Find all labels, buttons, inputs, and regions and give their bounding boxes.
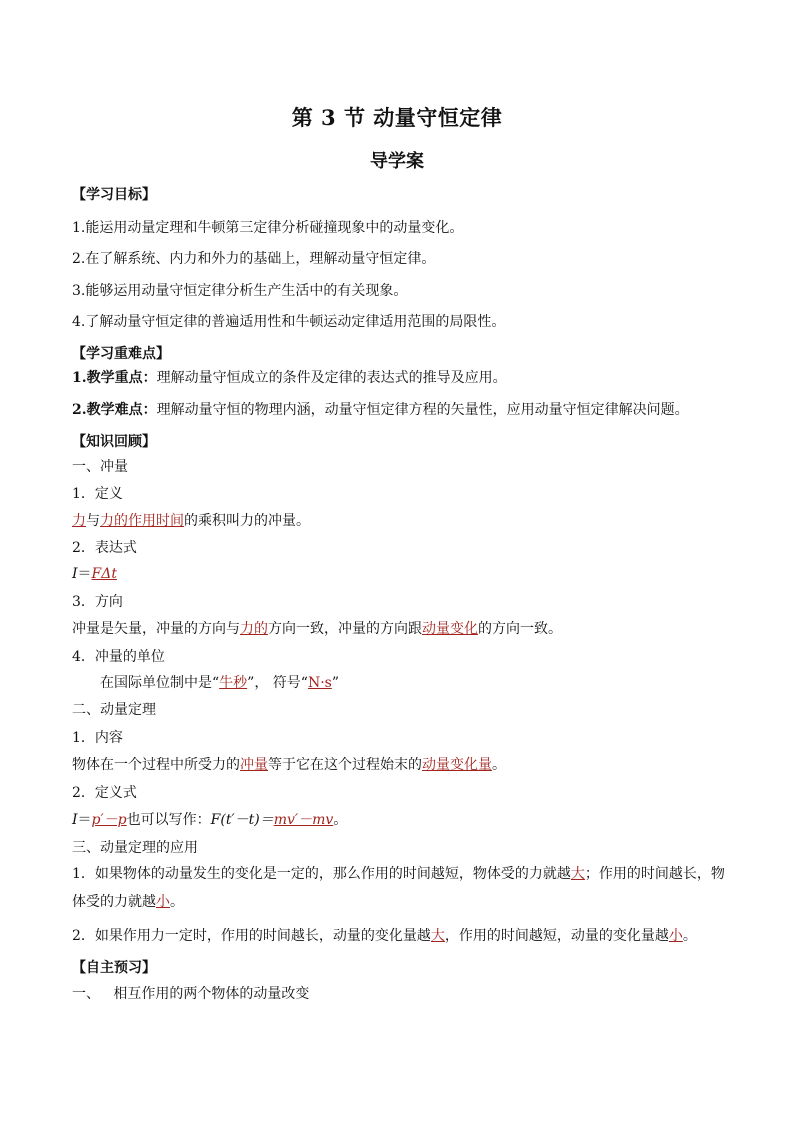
goal-item: 1.能运用动量定理和牛顿第三定律分析碰撞现象中的动量变化。 (72, 220, 464, 236)
text-run: 。 (682, 928, 697, 944)
page-title: 第 3 节 动量守恒定律 (291, 105, 503, 130)
key-focus (72, 369, 732, 387)
text-run: 的乘积叫力的冲量。 (184, 513, 310, 529)
impulse-expr (72, 565, 732, 583)
section-heading-goals: 【学习目标】 (72, 187, 156, 203)
text-run: ”， 符号“ (247, 675, 308, 691)
answer-blank: N·s (307, 675, 332, 691)
application-heading: 三、动量定理的应用 (72, 840, 198, 856)
text-run: 。 (333, 812, 348, 828)
text-run: 。 (492, 757, 506, 773)
answer-blank: 动量变化 (422, 621, 478, 637)
impulse-unit-heading: 4．冲量的单位 (72, 649, 165, 665)
text-run: 2．如果作用力一定时，作用的时间越长，动量的变化量越 (72, 928, 431, 944)
symbol: I (72, 812, 78, 828)
goal-item: 2.在了解系统、内力和外力的基础上，理解动量守恒定律。 (72, 251, 436, 267)
text-run: 冲量是矢量，冲量的方向与 (72, 621, 240, 637)
impulse-def-heading: 1．定义 (72, 486, 123, 502)
answer-blank: mv′－mv (273, 812, 334, 828)
theorem-heading: 二、动量定理 (72, 702, 156, 718)
formula-run: F(t′－t)＝ (210, 812, 274, 828)
impulse-dir-heading: 3．方向 (72, 594, 123, 610)
impulse-heading: 一、冲量 (72, 459, 128, 475)
theorem-content-text (72, 756, 732, 774)
text-run: 物体在一个过程中所受力的 (72, 757, 240, 773)
impulse-expr-heading: 2．表达式 (72, 540, 137, 556)
answer-blank: 大 (430, 928, 445, 944)
text-run: 在国际单位制中是“ (100, 675, 220, 691)
key-focus-text: 理解动量守恒成立的条件及定律的表达式的推导及应用。 (156, 370, 507, 386)
answer-blank: 牛秒 (219, 675, 248, 691)
answer-blank: p′－p (91, 812, 127, 828)
text-run: 。 (170, 894, 184, 910)
section-heading-keypoints: 【学习重难点】 (72, 346, 170, 362)
section-heading-preview: 【自主预习】 (72, 960, 156, 976)
text-run: 体受的力就越 (72, 894, 156, 910)
text-run: 方向一致，冲量的方向跟 (268, 621, 422, 637)
key-focus-label: 1.教学重点： (72, 370, 157, 386)
theorem-formula-heading: 2．定义式 (72, 785, 137, 801)
theorem-formula (72, 811, 732, 829)
text-run: 与 (86, 513, 100, 529)
text-run: 等于它在这个过程始末的 (268, 757, 422, 773)
answer-blank: 力的作用时间 (100, 513, 184, 529)
section-heading-review: 【知识回顾】 (72, 434, 156, 450)
symbol: ＝ (77, 812, 92, 828)
key-difficulty-text: 理解动量守恒的物理内涵，动量守恒定律方程的矢量性，应用动量守恒定律解决问题。 (156, 402, 689, 418)
page-subtitle: 导学案 (370, 151, 424, 172)
text-run: ；作用的时间越长，物 (584, 866, 725, 882)
answer-blank: FΔt (91, 566, 117, 582)
application-p1-line1 (72, 865, 732, 883)
impulse-unit-text (72, 674, 760, 692)
key-difficulty-label: 2.教学难点： (72, 402, 157, 418)
theorem-content-heading: 1．内容 (72, 730, 123, 746)
text-run: 1．如果物体的动量发生的变化是一定的，那么作用的时间越短，物体受的力就越 (72, 866, 571, 882)
answer-blank: 小 (668, 928, 683, 944)
answer-blank: 力的 (240, 621, 268, 637)
key-difficulty (72, 401, 732, 419)
text-run: ，作用的时间越短，动量的变化量越 (444, 928, 669, 944)
application-p1-line2 (72, 893, 732, 911)
answer-blank: 动量变化量 (422, 757, 492, 773)
impulse-def-text (72, 512, 732, 530)
answer-blank: 冲量 (240, 757, 268, 773)
answer-blank: 小 (156, 894, 170, 910)
answer-blank: 力 (72, 513, 86, 529)
text-run: 的方向一致。 (478, 621, 562, 637)
text-run: 也可以写作： (126, 812, 211, 828)
preview-item: 一、 相互作用的两个物体的动量改变 (72, 986, 310, 1002)
answer-blank: 大 (570, 866, 585, 882)
symbol: ＝ (77, 566, 92, 582)
goal-item: 3.能够运用动量守恒定律分析生产生活中的有关现象。 (72, 283, 408, 299)
impulse-dir-text (72, 620, 732, 638)
application-p2 (72, 927, 732, 945)
symbol: I (72, 566, 78, 582)
goal-item: 4.了解动量守恒定律的普遍适用性和牛顿运动定律适用范围的局限性。 (72, 314, 506, 330)
text-run: ” (331, 675, 339, 691)
